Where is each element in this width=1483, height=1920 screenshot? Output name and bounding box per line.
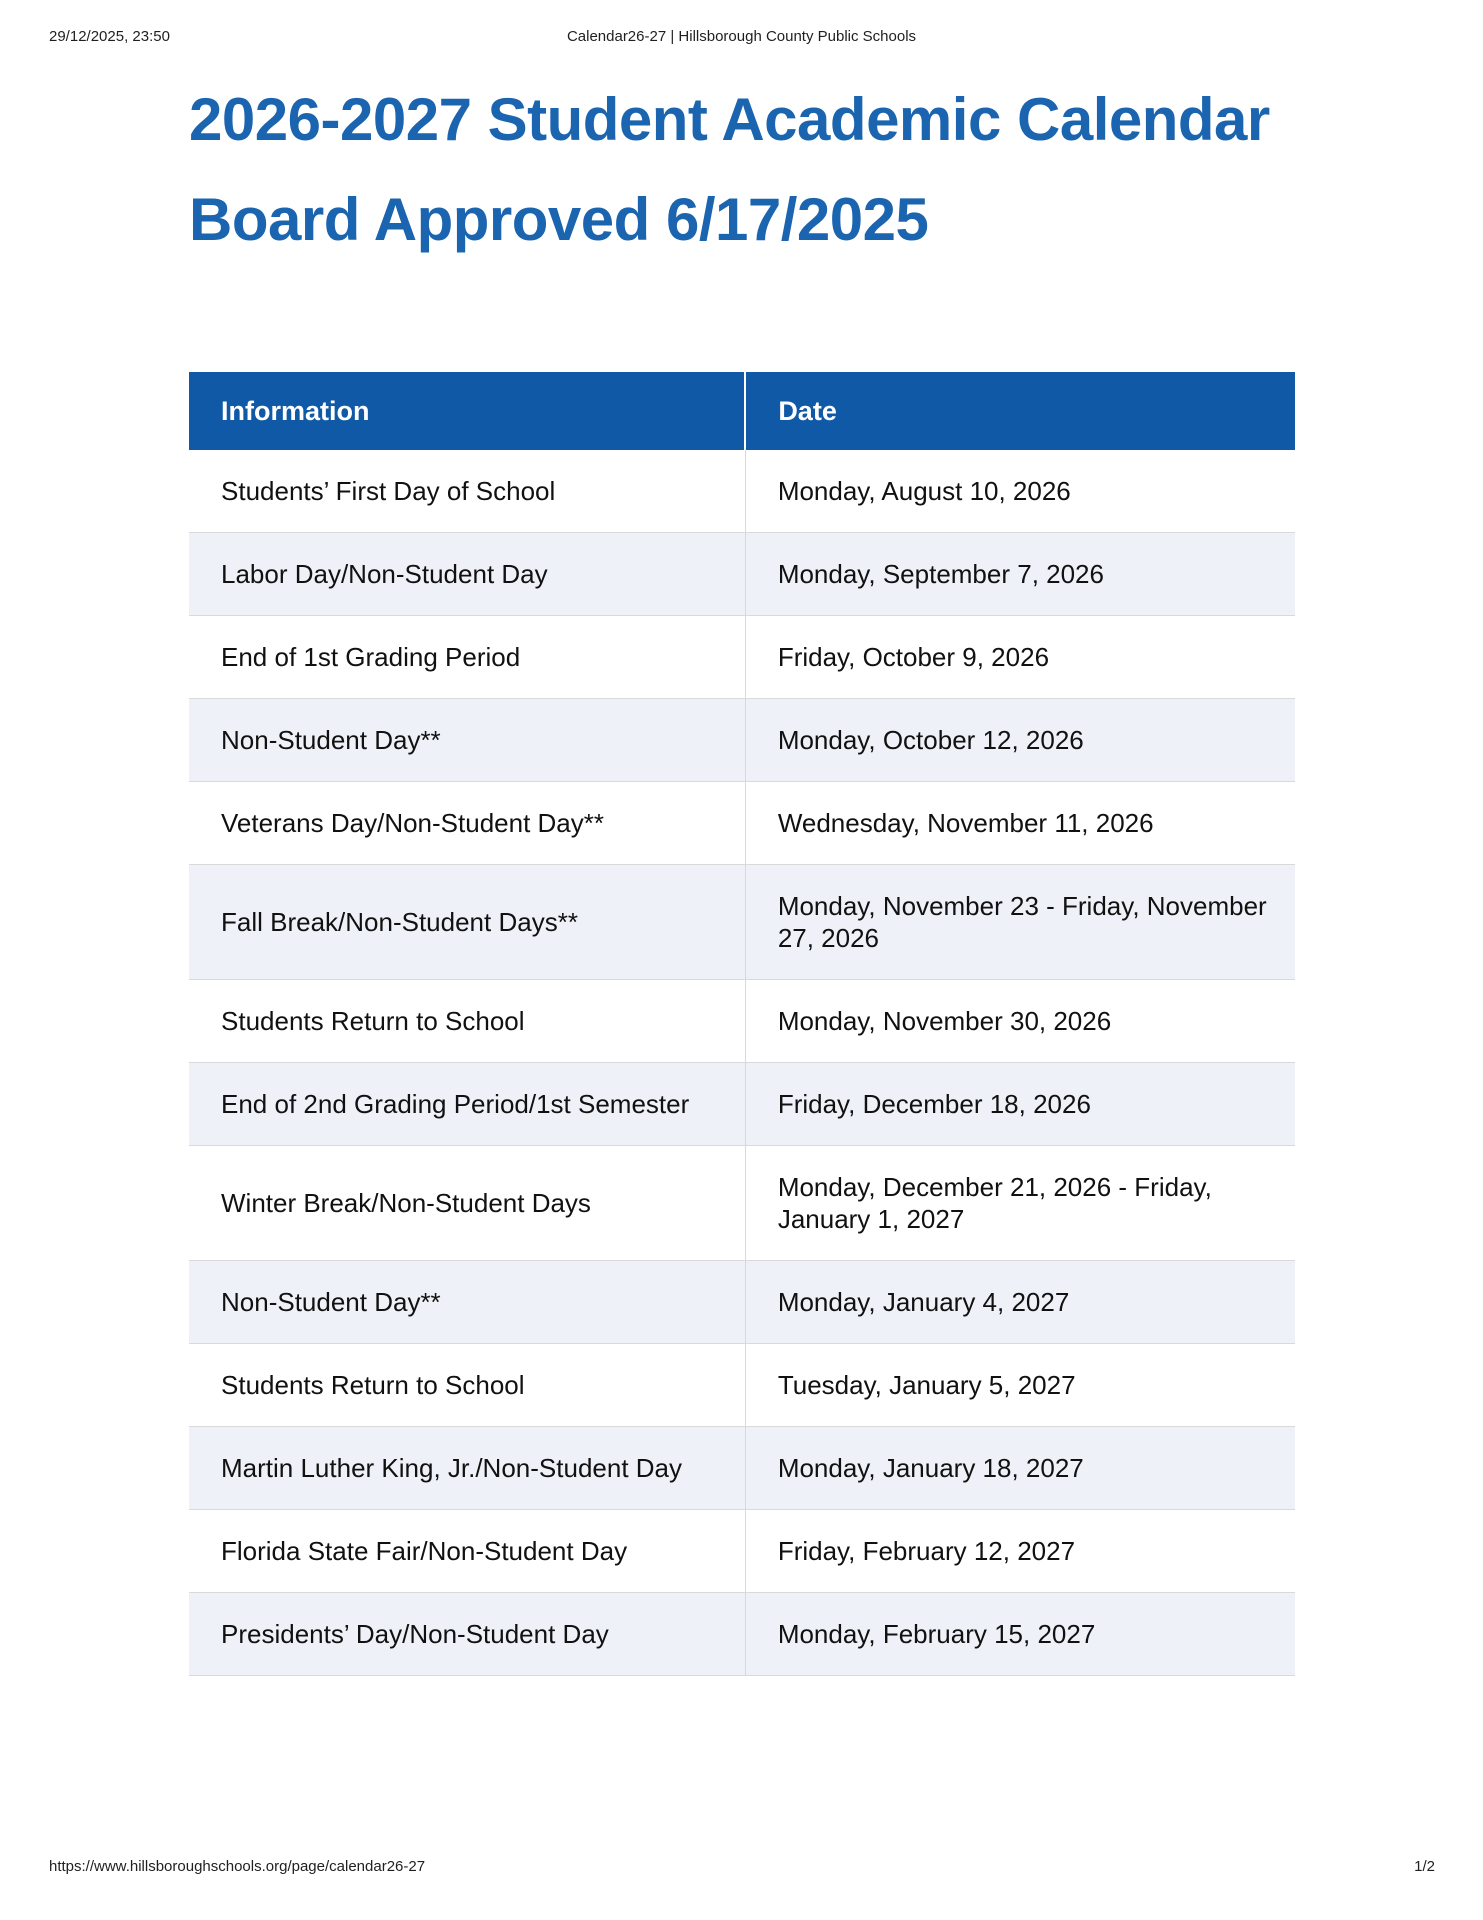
table-row: [189, 782, 1295, 865]
info-cell: Labor Day/Non-Student Day: [189, 533, 745, 616]
info-cell: Students Return to School: [189, 980, 745, 1063]
date-cell: Friday, February 12, 2027: [745, 1510, 1295, 1593]
table-row: [189, 1427, 1295, 1510]
info-cell: Fall Break/Non-Student Days**: [189, 865, 745, 980]
table-row: [189, 980, 1295, 1063]
table-row: [189, 450, 1295, 533]
date-cell: Wednesday, November 11, 2026: [745, 782, 1295, 865]
info-cell: End of 1st Grading Period: [189, 616, 745, 699]
print-footer-url: https://www.hillsboroughschools.org/page/calendar26-27: [49, 1858, 426, 1875]
info-cell: Students Return to School: [189, 1344, 745, 1427]
info-cell: Non-Student Day**: [189, 1261, 745, 1344]
calendar-table: [189, 372, 1295, 1676]
date-cell: Friday, December 18, 2026: [745, 1063, 1295, 1146]
date-cell: Monday, January 18, 2027: [745, 1427, 1295, 1510]
info-cell: Non-Student Day**: [189, 699, 745, 782]
info-cell: Presidents’ Day/Non-Student Day: [189, 1593, 745, 1676]
column-header-date: Date: [745, 372, 1295, 450]
date-cell: Monday, September 7, 2026: [745, 533, 1295, 616]
table-row: [189, 1344, 1295, 1427]
date-cell: Monday, August 10, 2026: [745, 450, 1295, 533]
info-cell: Martin Luther King, Jr./Non-Student Day: [189, 1427, 745, 1510]
date-cell: Monday, October 12, 2026: [745, 699, 1295, 782]
header-row: [189, 372, 1295, 450]
table-row: [189, 1593, 1295, 1676]
table-row: [189, 1146, 1295, 1261]
print-datetime: 29/12/2025, 23:50: [49, 28, 170, 45]
date-cell: Friday, October 9, 2026: [745, 616, 1295, 699]
table-row: [189, 616, 1295, 699]
table-row: [189, 699, 1295, 782]
print-page-number: 1/2: [1414, 1858, 1435, 1875]
date-cell: Monday, January 4, 2027: [745, 1261, 1295, 1344]
info-cell: Veterans Day/Non-Student Day**: [189, 782, 745, 865]
table-row: [189, 1510, 1295, 1593]
page-title: 2026-2027 Student Academic Calendar: [189, 86, 1270, 153]
info-cell: End of 2nd Grading Period/1st Semester: [189, 1063, 745, 1146]
date-cell: Monday, November 30, 2026: [745, 980, 1295, 1063]
table-row: [189, 865, 1295, 980]
date-cell: Tuesday, January 5, 2027: [745, 1344, 1295, 1427]
table-row: [189, 1261, 1295, 1344]
table-row: [189, 1063, 1295, 1146]
calendar-table-body: [189, 450, 1295, 1676]
date-cell: Monday, December 21, 2026 - Friday, January 1, 2027: [745, 1146, 1295, 1261]
calendar-table-header: [189, 372, 1295, 450]
column-header-information: Information: [189, 372, 745, 450]
page-subtitle: Board Approved 6/17/2025: [189, 186, 929, 253]
info-cell: Florida State Fair/Non-Student Day: [189, 1510, 745, 1593]
page-content: [189, 88, 1299, 1676]
info-cell: Winter Break/Non-Student Days: [189, 1146, 745, 1261]
date-cell: Monday, February 15, 2027: [745, 1593, 1295, 1676]
print-doc-title: Calendar26-27 | Hillsborough County Public Schools: [566, 28, 917, 45]
table-row: [189, 533, 1295, 616]
date-cell: Monday, November 23 - Friday, November 27, 2026: [745, 865, 1295, 980]
info-cell: Students’ First Day of School: [189, 450, 745, 533]
